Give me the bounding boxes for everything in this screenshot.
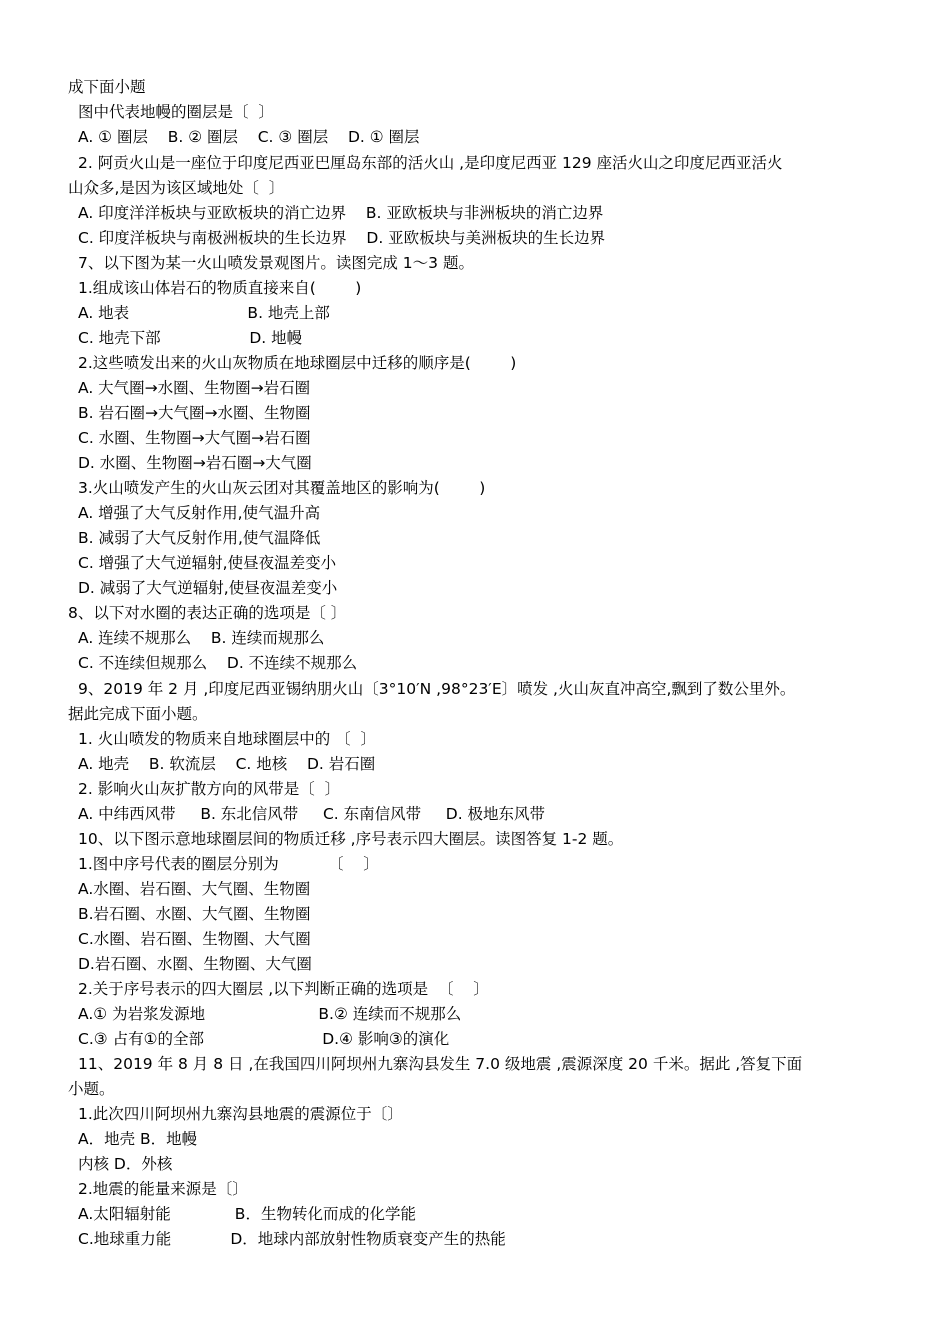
text-line: C. 地壳下部 D. 地幔 — [78, 329, 303, 347]
text-line: A. 地表 B. 地壳上部 — [78, 304, 330, 322]
text-line: 3.火山喷发产生的火山灰云团对其覆盖地区的影响为( ) — [78, 479, 486, 497]
text-line: D. 减弱了大气逆辐射,使昼夜温差变小 — [78, 579, 338, 597]
text-line: 11、2019 年 8 月 8 日 ,在我国四川阿坝州九寨沟县发生 7.0 级地震 ,震源深度 20 千米。据此 ,答复下面 — [78, 1055, 803, 1073]
text-line: C.水圈、岩石圈、生物圈、大气圈 — [78, 930, 311, 948]
text-line: B.岩石圈、水圈、大气圈、生物圈 — [78, 905, 311, 923]
text-line: 7、以下图为某一火山喷发景观图片。读图完成 1～3 题。 — [78, 254, 474, 272]
text-line: 2.地震的能量来源是〔〕 — [78, 1180, 248, 1198]
text-line: 1.此次四川阿坝州九寨沟县地震的震源位于〔〕 — [78, 1105, 403, 1123]
text-line: 1.组成该山体岩石的物质直接来自( ) — [78, 279, 362, 297]
text-line: D. 水圈、生物圈→岩石圈→大气圈 — [78, 454, 312, 472]
text-line: A.太阳辐射能 B．生物转化而成的化学能 — [78, 1205, 416, 1223]
text-line: D.岩石圈、水圈、生物圈、大气圈 — [78, 955, 312, 973]
text-line: A. 大气圈→水圈、生物圈→岩石圈 — [78, 379, 311, 397]
text-line: A. 增强了大气反射作用,使气温升高 — [78, 504, 321, 522]
text-line: B. 减弱了大气反射作用,使气温降低 — [78, 529, 321, 547]
text-line: 2.关于序号表示的四大圈层 ,以下判断正确的选项是 〔 〕 — [78, 980, 489, 998]
text-line: A.水圈、岩石圈、大气圈、生物圈 — [78, 880, 311, 898]
text-line: A. ① 圈层 B. ② 圈层 C. ③ 圈层 D. ① 圈层 — [78, 128, 420, 146]
text-line: C. 印度洋板块与南极洲板块的生长边界 D. 亚欧板块与美洲板块的生长边界 — [78, 229, 606, 247]
text-line: 山众多,是因为该区域地处〔 〕 — [68, 179, 285, 197]
text-line: 小题。 — [68, 1080, 115, 1098]
text-line: A. 连续不规那么 B. 连续而规那么 — [78, 629, 325, 647]
text-line: 10、以下图示意地球圈层间的物质迁移 ,序号表示四大圈层。读图答复 1-2 题。 — [78, 830, 624, 848]
text-line: C.③ 占有①的全部 D.④ 影响③的演化 — [78, 1030, 450, 1048]
text-line: 2.这些喷发出来的火山灰物质在地球圈层中迁移的顺序是( ) — [78, 354, 517, 372]
text-line: 2. 阿贡火山是一座位于印度尼西亚巴厘岛东部的活火山 ,是印度尼西亚 129 座活火山之印度尼西亚活火 — [78, 154, 783, 172]
text-line: B. 岩石圈→大气圈→水圈、生物圈 — [78, 404, 311, 422]
text-line: 8、以下对水圈的表达正确的选项是〔 〕 — [68, 604, 347, 622]
text-line: 据此完成下面小题。 — [68, 705, 208, 723]
text-line: 2. 影响火山灰扩散方向的风带是〔 〕 — [78, 780, 341, 798]
text-line: 1. 火山喷发的物质来自地球圈层中的 〔 〕 — [78, 730, 376, 748]
text-line: A．地壳 B．地幔 — [78, 1130, 198, 1148]
text-line: A. 地壳 B. 软流层 C. 地核 D. 岩石圈 — [78, 755, 376, 773]
text-line: A. 印度洋洋板块与亚欧板块的消亡边界 B. 亚欧板块与非洲板块的消亡边界 — [78, 204, 604, 222]
text-line: 9、2019 年 2 月 ,印度尼西亚锡纳朋火山〔3°10′N ,98°23′E〕喷发 ,火山灰直冲高空,飘到了数公里外。 — [78, 680, 796, 698]
text-line: 1.图中序号代表的圈层分别为 〔 〕 — [78, 855, 379, 873]
text-line: A.① 为岩浆发源地 B.② 连续而不规那么 — [78, 1005, 462, 1023]
text-line: C.地球重力能 D．地球内部放射性物质衰变产生的热能 — [78, 1230, 506, 1248]
text-line: 内核 D．外核 — [78, 1155, 173, 1173]
text-line: C. 水圈、生物圈→大气圈→岩石圈 — [78, 429, 311, 447]
text-line: 图中代表地幔的圈层是〔 〕 — [78, 103, 274, 121]
text-line: A. 中纬西风带 B. 东北信风带 C. 东南信风带 D. 极地东风带 — [78, 805, 546, 823]
text-line: 成下面小题 — [68, 78, 146, 96]
text-line: C. 不连续但规那么 D. 不连续不规那么 — [78, 654, 358, 672]
text-line: C. 增强了大气逆辐射,使昼夜温差变小 — [78, 554, 337, 572]
